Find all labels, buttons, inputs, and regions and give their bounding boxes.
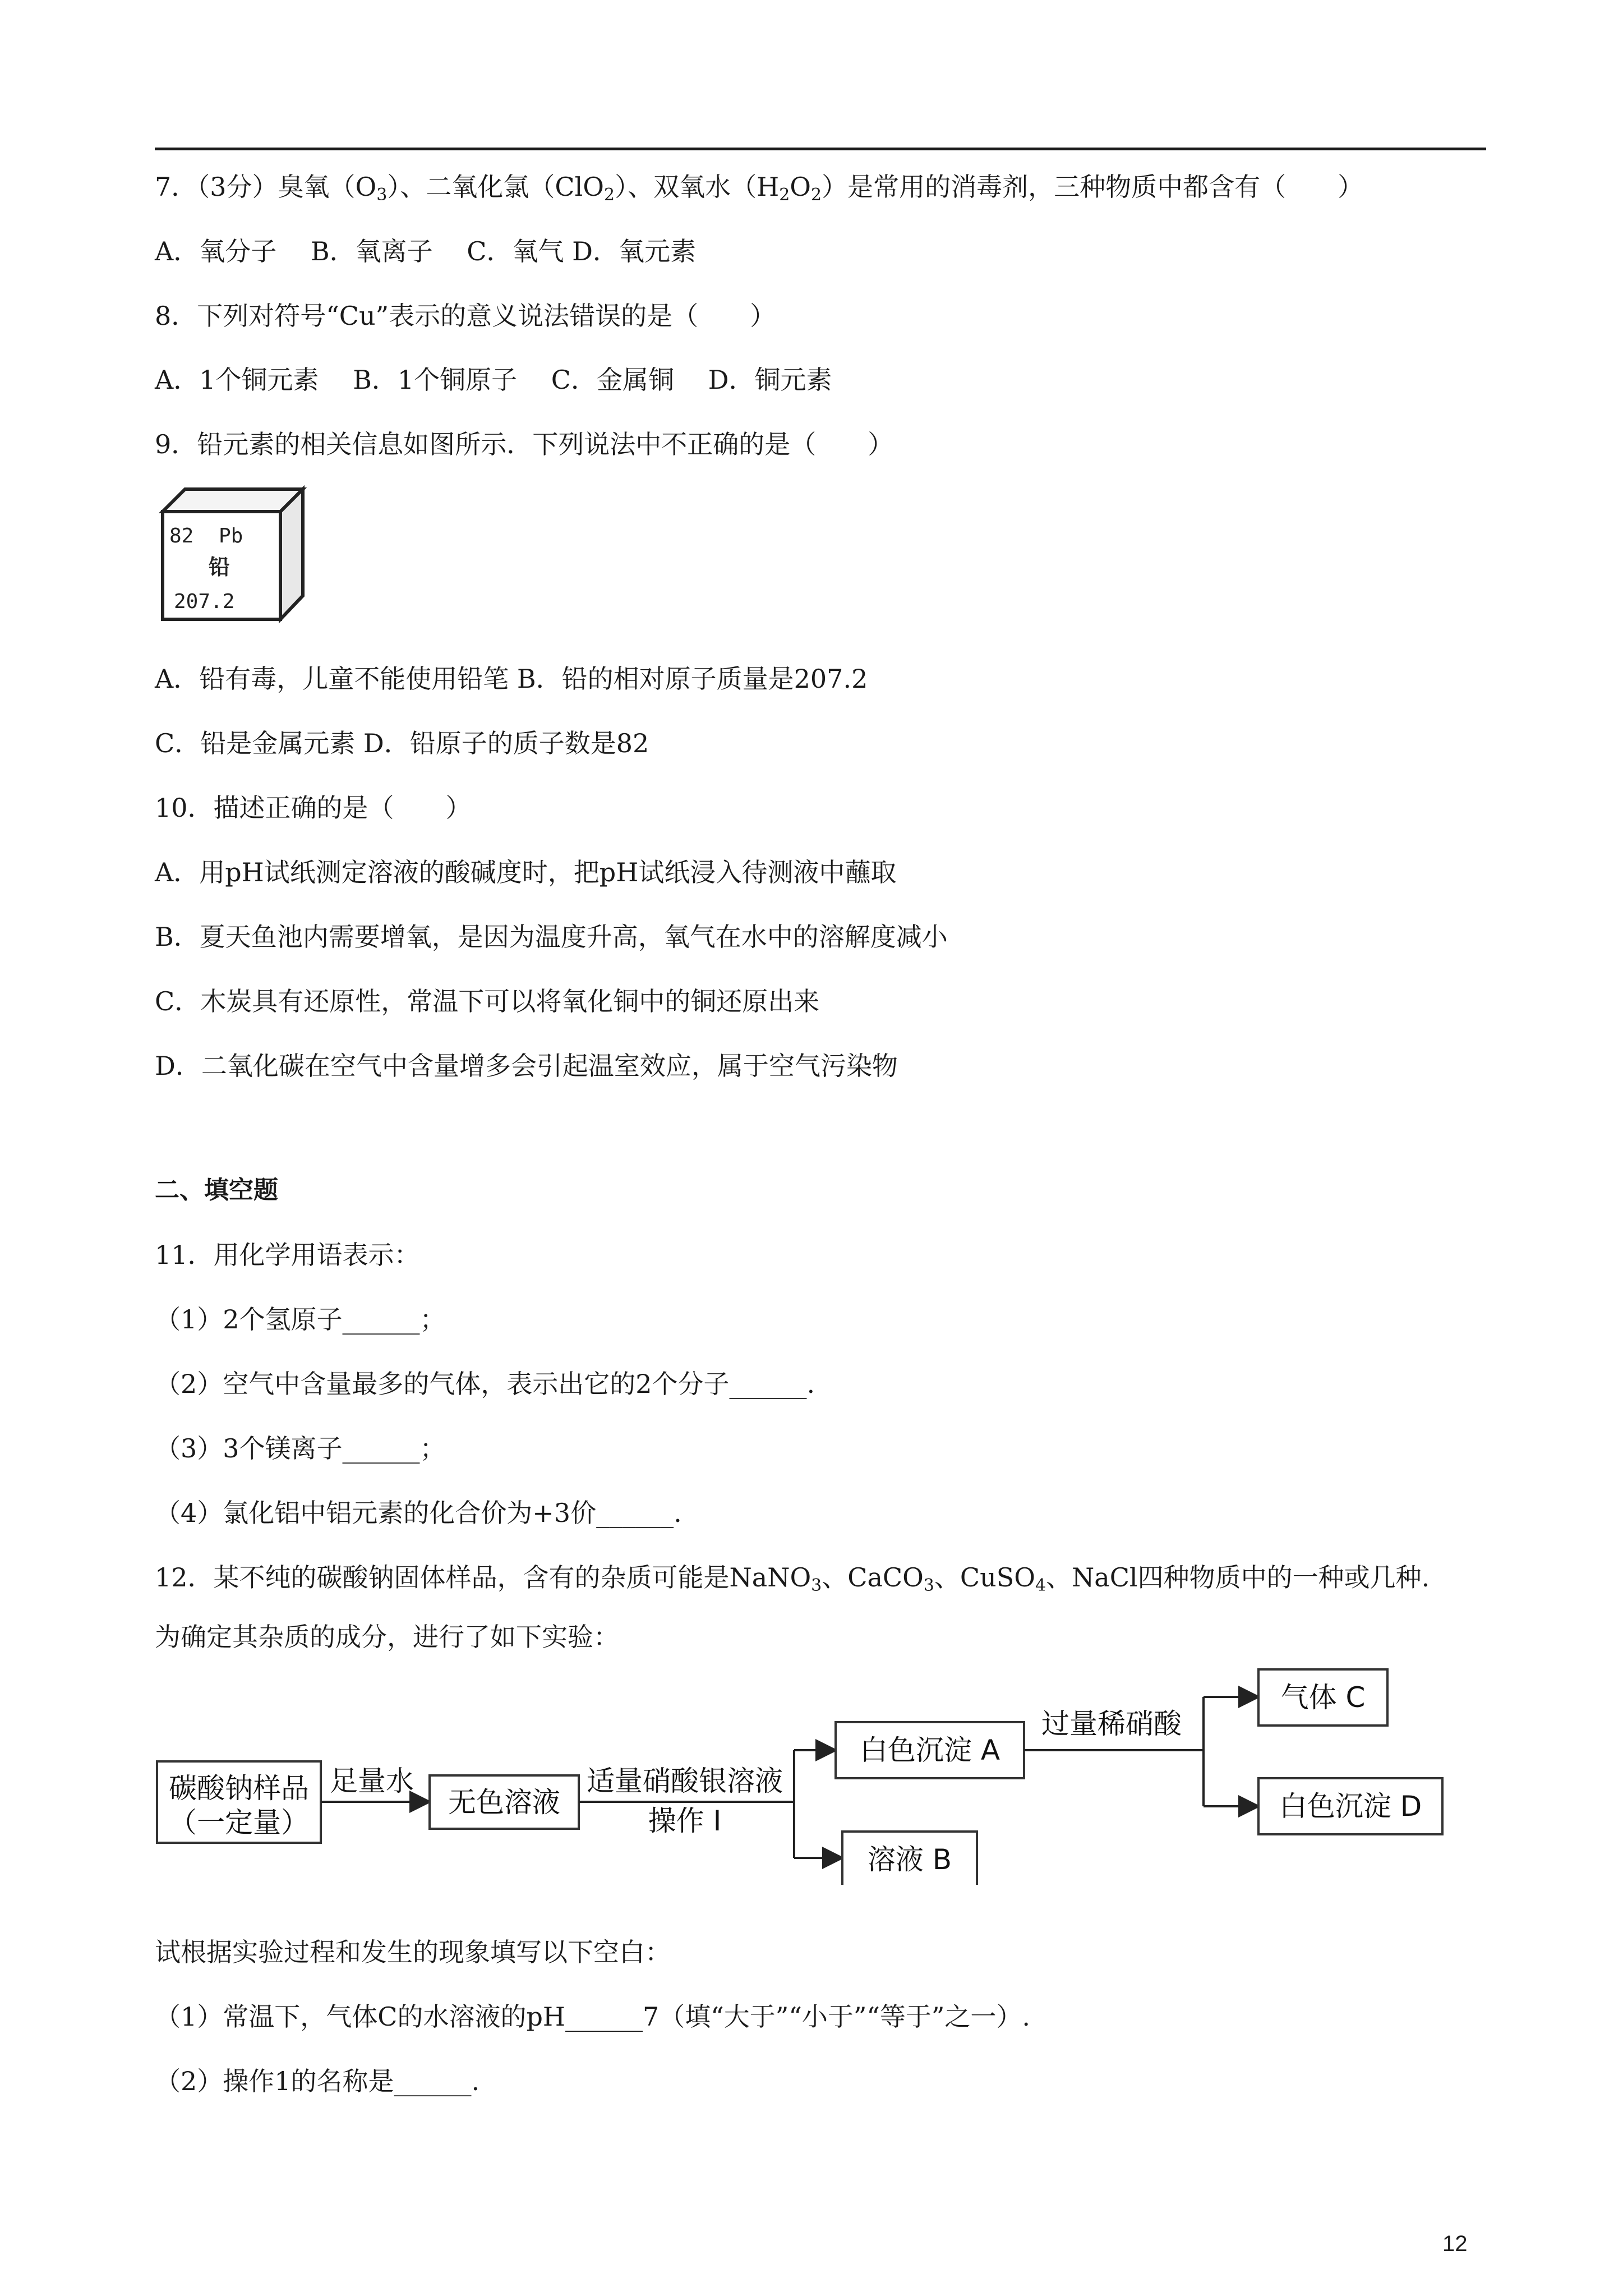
q9-stem: 9．铅元素的相关信息如图所示．下列说法中不正确的是（ ） xyxy=(155,429,894,459)
sample-label-2: （一定量） xyxy=(169,1806,309,1839)
q11-part-1: （1）2个氢原子______； xyxy=(155,1304,446,1335)
q10-option-b: B．夏天鱼池内需要增氧，是因为温度升高，氧气在水中的溶解度减小 xyxy=(155,922,948,952)
q7-stem: 7．（3分）臭氧$(O_3)$、二氧化氯（ClO$_2$）、双氧水$(H_2O_2)$是常用的消毒剂，三种物质中都含有（ ） xyxy=(155,172,1364,205)
q11-part-4: （4）氯化铝中铝元素的化合价为+3价______. xyxy=(155,1498,682,1528)
page-number: 12 xyxy=(1442,2231,1468,2256)
q10-stem: 10．描述正确的是（ ） xyxy=(155,793,472,823)
header-rule xyxy=(155,148,1486,150)
q12-instruction: 试根据实验过程和发生的现象填写以下空白： xyxy=(155,1937,671,1967)
step-dilute-nitric-acid: 过量稀硝酸 xyxy=(1041,1708,1182,1740)
q10-option-a: A．用pH试纸测定溶液的酸碱度时，把pH试纸浸入待测液中蘸取 xyxy=(155,857,897,887)
q12-stem: 12．某不纯的碳酸钠固体样品，含有的杂质可能是NaNO$_3$、CaCO$_3$、CuSO$_4$、NaCl四种物质中的一种或几种. xyxy=(155,1562,1430,1595)
step-operation-i: 操作 I xyxy=(648,1805,722,1837)
tile-element-name: 铅 xyxy=(209,555,230,579)
q10-option-d: D．二氧化碳在空气中含量增多会引起温室效应，属于空气污染物 xyxy=(155,1051,898,1081)
precipitate-a-label: 白色沉淀 A xyxy=(859,1734,1000,1766)
tile-side-face xyxy=(280,489,303,619)
q8-stem: 8．下列对符号“Cu”表示的意义说法错误的是（ ） xyxy=(155,301,776,331)
precipitate-d-label: 白色沉淀 D xyxy=(1279,1790,1422,1823)
q9-options-2: C．铅是金属元素 D．铅原子的质子数是82 xyxy=(155,728,649,758)
tile-atomic-mass: 207.2 xyxy=(174,590,235,613)
q12-part-2: （2）操作1的名称是______. xyxy=(155,2066,480,2096)
q10-option-c: C．木炭具有还原性，常温下可以将氧化铜中的铜还原出来 xyxy=(155,986,820,1016)
solution-b-label: 溶液 B xyxy=(867,1843,952,1876)
lead-element-tile xyxy=(157,484,308,625)
q7-options: A．氧分子 B．氧离子 C．氧气 D．氧元素 xyxy=(155,236,696,266)
tile-atomic-number: 82 xyxy=(169,524,194,547)
step-silver-nitrate: 适量硝酸银溶液 xyxy=(587,1765,783,1797)
tile-symbol: Pb xyxy=(219,524,243,547)
q11-part-2: （2）空气中含量最多的气体，表示出它的2个分子______. xyxy=(155,1369,815,1399)
gas-c-label: 气体 C xyxy=(1280,1681,1366,1714)
step-add-water: 足量水 xyxy=(330,1765,414,1797)
q12-part-1: （1）常温下，气体C的水溶液的pH______7（填“大于”“小于”“等于”之一）. xyxy=(155,2001,1031,2032)
experiment-flowchart xyxy=(155,1666,1445,1885)
q12-stem-line2: 为确定其杂质的成分，进行了如下实验： xyxy=(155,1622,619,1652)
q8-options: A．1个铜元素 B．1个铜原子 C．金属铜 D．铜元素 xyxy=(155,365,832,395)
q11-part-3: （3）3个镁离子______； xyxy=(155,1433,446,1464)
colorless-solution-label: 无色溶液 xyxy=(448,1786,560,1819)
q11-stem: 11．用化学用语表示： xyxy=(155,1240,420,1270)
q9-options-1: A．铅有毒，儿童不能使用铅笔 B．铅的相对原子质量是207.2 xyxy=(155,664,868,694)
sample-label-1: 碳酸钠样品 xyxy=(169,1772,309,1805)
section-heading: 二、填空题 xyxy=(155,1176,278,1204)
